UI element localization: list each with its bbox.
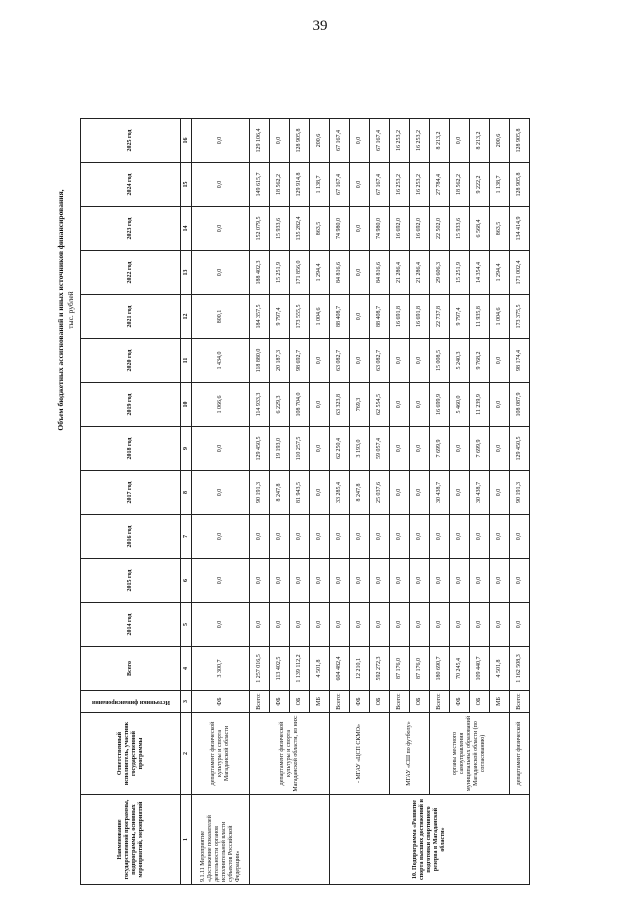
cell-value: 67 167,4 xyxy=(330,163,350,207)
cell-value: 0,0 xyxy=(270,559,290,603)
cell-value: 1 138,7 xyxy=(310,163,330,207)
cell-value: 110 257,5 xyxy=(290,427,310,471)
cell-value: 90 191,3 xyxy=(510,471,530,515)
cell-value: 74 980,0 xyxy=(330,207,350,251)
cell-value: 0,0 xyxy=(270,515,290,559)
row-source: ОБ xyxy=(290,691,310,713)
column-index: 4 xyxy=(181,647,192,691)
cell-value: 0,0 xyxy=(310,383,330,427)
cell-value: 0,0 xyxy=(390,515,410,559)
cell-value: 188 402,3 xyxy=(250,251,270,295)
row-source: ОБ xyxy=(370,691,390,713)
cell-value: 0,0 xyxy=(270,119,290,163)
header-executor: Ответственный исполнитель, участник государственной программы xyxy=(81,713,181,795)
cell-value: 0,0 xyxy=(510,603,530,647)
cell-value: 6 568,4 xyxy=(470,207,490,251)
cell-value: 63 323,8 xyxy=(330,383,350,427)
cell-value: 9 797,4 xyxy=(270,295,290,339)
header-year: 2015 год xyxy=(81,559,181,603)
cell-value: 63 082,7 xyxy=(330,339,350,383)
row-source: МБ xyxy=(490,691,510,713)
cell-value: 108 704,0 xyxy=(290,383,310,427)
cell-value: 0,0 xyxy=(192,515,250,559)
row-source: ФБ xyxy=(270,691,290,713)
header-year: 2016 год xyxy=(81,515,181,559)
cell-value: 0,0 xyxy=(510,559,530,603)
cell-value: 0,0 xyxy=(450,559,470,603)
cell-value: 8 213,2 xyxy=(430,119,450,163)
cell-value: 1 257 016,5 xyxy=(250,647,270,691)
cell-value: 200,6 xyxy=(490,119,510,163)
cell-value: 0,0 xyxy=(450,119,470,163)
rotated-page xyxy=(50,35,605,885)
cell-value: 171 002,4 xyxy=(510,251,530,295)
cell-value: 0,0 xyxy=(350,251,370,295)
column-index: 8 xyxy=(181,471,192,515)
cell-value: 0,0 xyxy=(192,603,250,647)
cell-value: 0,0 xyxy=(310,515,330,559)
cell-value: 0,0 xyxy=(330,603,350,647)
cell-value: 0,0 xyxy=(330,515,350,559)
cell-value: 0,0 xyxy=(350,119,370,163)
cell-value: 0,0 xyxy=(410,471,430,515)
cell-value: 863,5 xyxy=(310,207,330,251)
cell-value: 0,0 xyxy=(310,471,330,515)
cell-value: 0,0 xyxy=(192,207,250,251)
cell-value: 9 768,2 xyxy=(470,339,490,383)
cell-value: 11 239,9 xyxy=(470,383,490,427)
cell-value: 30 438,7 xyxy=(470,471,490,515)
cell-value: 1 004,6 xyxy=(310,295,330,339)
cell-value: 0,0 xyxy=(430,603,450,647)
cell-value: 1 004,6 xyxy=(490,295,510,339)
cell-value: 0,0 xyxy=(410,559,430,603)
cell-value: 129 450,5 xyxy=(250,427,270,471)
cell-value: 0,0 xyxy=(290,559,310,603)
cell-value: 0,0 xyxy=(350,207,370,251)
cell-value: 0,0 xyxy=(450,603,470,647)
cell-value: 128 905,8 xyxy=(510,119,530,163)
cell-value: 15 251,9 xyxy=(270,251,290,295)
header-year: 2024 год xyxy=(81,163,181,207)
cell-value: 1 434,0 xyxy=(192,339,250,383)
cell-value: 33 285,4 xyxy=(330,471,350,515)
row-executor: органы местного самоуправления муниципальных образований Магаданской области (по согласованию) xyxy=(430,713,510,795)
cell-value: 0,0 xyxy=(370,603,390,647)
cell-value: 0,0 xyxy=(192,559,250,603)
cell-value: 14 354,4 xyxy=(470,251,490,295)
cell-value: 0,0 xyxy=(450,515,470,559)
cell-value: 8 247,8 xyxy=(270,471,290,515)
cell-value: 16 699,9 xyxy=(430,383,450,427)
cell-value: 87 176,0 xyxy=(390,647,410,691)
cell-value: 15 008,5 xyxy=(430,339,450,383)
column-index: 15 xyxy=(181,163,192,207)
column-index: 10 xyxy=(181,383,192,427)
cell-value: 173 555,5 xyxy=(290,295,310,339)
column-index: 5 xyxy=(181,603,192,647)
cell-value: 0,0 xyxy=(510,515,530,559)
cell-value: 19 193,0 xyxy=(270,427,290,471)
cell-value: 152 079,5 xyxy=(250,207,270,251)
cell-value: 604 482,4 xyxy=(330,647,350,691)
cell-value: 1 162 508,3 xyxy=(510,647,530,691)
cell-value: 0,0 xyxy=(310,427,330,471)
cell-value: 98 692,7 xyxy=(290,339,310,383)
cell-value: 184 357,5 xyxy=(250,295,270,339)
cell-value: 5 240,3 xyxy=(450,339,470,383)
cell-value: 0,0 xyxy=(192,119,250,163)
column-index: 11 xyxy=(181,339,192,383)
cell-value: 22 737,8 xyxy=(430,295,450,339)
cell-value: 0,0 xyxy=(410,427,430,471)
cell-value: 9 797,4 xyxy=(450,295,470,339)
cell-value: 15 251,9 xyxy=(450,251,470,295)
cell-value: 30 438,7 xyxy=(430,471,450,515)
row-executor: департамент физической культуры и спорта Магаданской области, из них: xyxy=(250,713,330,795)
header-year: 2021 год xyxy=(81,295,181,339)
cell-value: 113 402,5 xyxy=(270,647,290,691)
table-row xyxy=(390,119,410,885)
caption-line-1: Объем бюджетных ассигнований и иных источников финансирования, xyxy=(56,189,65,431)
column-index: 7 xyxy=(181,515,192,559)
column-index: 2 xyxy=(181,713,192,795)
cell-value: 5 460,0 xyxy=(450,383,470,427)
cell-value: 149 615,7 xyxy=(250,163,270,207)
financing-table xyxy=(80,118,530,885)
cell-value: 128 905,8 xyxy=(290,119,310,163)
caption-line-2: тыс. рублей xyxy=(66,291,75,329)
cell-value: 0,0 xyxy=(450,427,470,471)
cell-value: 592 272,3 xyxy=(370,647,390,691)
header-year: 2014 год xyxy=(81,603,181,647)
cell-value: 0,0 xyxy=(470,603,490,647)
header-row xyxy=(81,119,181,885)
cell-value: 114 933,3 xyxy=(250,383,270,427)
cell-value: 12 210,1 xyxy=(350,647,370,691)
cell-value: 0,0 xyxy=(330,559,350,603)
cell-value: 81 943,5 xyxy=(290,471,310,515)
header-name: Наименование государственной программы, подпрограммы, основных мероприятий, мероприятий xyxy=(81,795,181,885)
cell-value: 0,0 xyxy=(390,559,410,603)
row-name xyxy=(250,795,330,885)
header-year: 2020 год xyxy=(81,339,181,383)
cell-value: 63 082,7 xyxy=(370,339,390,383)
cell-value: 0,0 xyxy=(350,295,370,339)
cell-value: 18 562,2 xyxy=(450,163,470,207)
cell-value: 4 501,8 xyxy=(310,647,330,691)
cell-value: 88 408,7 xyxy=(330,295,350,339)
cell-value: 129 106,4 xyxy=(250,119,270,163)
row-source: МБ xyxy=(310,691,330,713)
row-executor: департамент физической культуры и спорта Магаданской области xyxy=(192,713,250,795)
cell-value: 180 690,7 xyxy=(430,647,450,691)
cell-value: 0,0 xyxy=(490,383,510,427)
header-year: 2025 год xyxy=(81,119,181,163)
cell-value: 59 057,4 xyxy=(370,427,390,471)
cell-value: 0,0 xyxy=(250,559,270,603)
cell-value: 0,0 xyxy=(290,603,310,647)
cell-value: 0,0 xyxy=(270,603,290,647)
cell-value: 863,5 xyxy=(490,207,510,251)
cell-value: 16 253,2 xyxy=(390,119,410,163)
cell-value: 4 501,8 xyxy=(490,647,510,691)
cell-value: 67 167,4 xyxy=(370,119,390,163)
cell-value: 87 176,0 xyxy=(410,647,430,691)
cell-value: 67 167,4 xyxy=(370,163,390,207)
row-executor: МГАУ «СШ по футболу» xyxy=(390,713,430,795)
cell-value: 3 193,0 xyxy=(350,427,370,471)
cell-value: 0,0 xyxy=(310,603,330,647)
row-source: Всего: xyxy=(390,691,410,713)
cell-value: 108 087,9 xyxy=(510,383,530,427)
cell-value: 3 300,7 xyxy=(192,647,250,691)
cell-value: 0,0 xyxy=(390,471,410,515)
table-row xyxy=(430,119,450,885)
cell-value: 0,0 xyxy=(490,471,510,515)
cell-value: 0,0 xyxy=(250,603,270,647)
cell-value: 0,0 xyxy=(410,339,430,383)
cell-value: 16 253,2 xyxy=(410,119,430,163)
column-index-row xyxy=(181,119,192,885)
cell-value: 16 253,2 xyxy=(390,163,410,207)
cell-value: 16 691,8 xyxy=(390,295,410,339)
column-index: 14 xyxy=(181,207,192,251)
cell-value: 0,0 xyxy=(390,603,410,647)
row-source: Всего: xyxy=(250,691,270,713)
cell-value: 0,0 xyxy=(310,339,330,383)
cell-value: 0,0 xyxy=(390,383,410,427)
cell-value: 90 191,3 xyxy=(250,471,270,515)
page-number: 39 xyxy=(312,18,328,34)
cell-value: 769,3 xyxy=(350,383,370,427)
cell-value: 0,0 xyxy=(390,339,410,383)
cell-value: 109 440,7 xyxy=(470,647,490,691)
header-year: 2017 год xyxy=(81,471,181,515)
cell-value: 88 408,7 xyxy=(370,295,390,339)
cell-value: 7 699,9 xyxy=(470,427,490,471)
column-index: 16 xyxy=(181,119,192,163)
cell-value: 0,0 xyxy=(250,515,270,559)
cell-value: 16 692,0 xyxy=(390,207,410,251)
cell-value: 15 933,6 xyxy=(270,207,290,251)
cell-value: 84 816,6 xyxy=(370,251,390,295)
row-source: ОБ xyxy=(410,691,430,713)
cell-value: 8 213,2 xyxy=(470,119,490,163)
cell-value: 0,0 xyxy=(410,603,430,647)
cell-value: 0,0 xyxy=(290,515,310,559)
cell-value: 0,0 xyxy=(350,339,370,383)
cell-value: 20 187,3 xyxy=(270,339,290,383)
header-year: 2022 год xyxy=(81,251,181,295)
cell-value: 0,0 xyxy=(410,383,430,427)
cell-value: 0,0 xyxy=(192,427,250,471)
column-index: 6 xyxy=(181,559,192,603)
row-executor: департамент физической xyxy=(510,713,530,795)
cell-value: 0,0 xyxy=(310,559,330,603)
cell-value: 0,0 xyxy=(450,471,470,515)
column-index: 9 xyxy=(181,427,192,471)
row-source: Всего: xyxy=(510,691,530,713)
cell-value: 129 914,8 xyxy=(290,163,310,207)
cell-value: 0,0 xyxy=(490,559,510,603)
row-source: ФБ xyxy=(450,691,470,713)
cell-value: 16 253,2 xyxy=(410,163,430,207)
cell-value: 22 502,0 xyxy=(430,207,450,251)
cell-value: 16 691,8 xyxy=(410,295,430,339)
cell-value: 0,0 xyxy=(350,559,370,603)
header-year: 2023 год xyxy=(81,207,181,251)
cell-value: 74 980,0 xyxy=(370,207,390,251)
cell-value: 118 880,0 xyxy=(250,339,270,383)
cell-value: 7 699,9 xyxy=(430,427,450,471)
table-row xyxy=(250,119,270,885)
cell-value: 0,0 xyxy=(192,471,250,515)
header-total: Всего xyxy=(81,647,181,691)
cell-value: 0,0 xyxy=(350,163,370,207)
table-row xyxy=(192,119,250,885)
cell-value: 0,0 xyxy=(370,559,390,603)
cell-value: 0,0 xyxy=(192,251,250,295)
cell-value: 1 139 112,2 xyxy=(290,647,310,691)
cell-value: 98 174,4 xyxy=(510,339,530,383)
cell-value: 134 414,9 xyxy=(510,207,530,251)
cell-value: 135 282,4 xyxy=(290,207,310,251)
cell-value: 171 856,0 xyxy=(290,251,310,295)
cell-value: 15 933,6 xyxy=(450,207,470,251)
row-executor: - МГАУ «ЦСП СКМО» xyxy=(330,713,390,795)
header-source xyxy=(81,691,181,713)
cell-value: 29 606,3 xyxy=(430,251,450,295)
cell-value: 1 294,4 xyxy=(490,251,510,295)
cell-value: 18 562,2 xyxy=(270,163,290,207)
row-name: 10. Подпрограмма «Развитие спорта высших достижений и подготовки спортивного резерва в Магаданской области» xyxy=(330,795,530,885)
cell-value: 0,0 xyxy=(470,515,490,559)
cell-value: 21 286,4 xyxy=(390,251,410,295)
cell-value: 70 245,4 xyxy=(450,647,470,691)
header-year: 2018 год xyxy=(81,427,181,471)
cell-value: 0,0 xyxy=(410,515,430,559)
row-name: 9.1.11 Мероприятие «Достижение показателей деятельности органов исполнительной власти субъектов Российской Федерации» xyxy=(192,795,250,885)
cell-value: 1 066,6 xyxy=(192,383,250,427)
column-index: 13 xyxy=(181,251,192,295)
cell-value: 9 222,2 xyxy=(470,163,490,207)
column-index: 12 xyxy=(181,295,192,339)
header-year: 2019 год xyxy=(81,383,181,427)
row-source: Всего: xyxy=(430,691,450,713)
cell-value: 1 138,7 xyxy=(490,163,510,207)
cell-value: 1 294,4 xyxy=(310,251,330,295)
row-source: ФБ xyxy=(350,691,370,713)
cell-value: 0,0 xyxy=(490,603,510,647)
cell-value: 800,1 xyxy=(192,295,250,339)
cell-value: 6 229,3 xyxy=(270,383,290,427)
cell-value: 27 784,4 xyxy=(430,163,450,207)
cell-value: 0,0 xyxy=(390,427,410,471)
cell-value: 8 247,8 xyxy=(350,471,370,515)
cell-value: 25 037,6 xyxy=(370,471,390,515)
cell-value: 0,0 xyxy=(430,515,450,559)
cell-value: 84 816,6 xyxy=(330,251,350,295)
cell-value: 16 692,0 xyxy=(410,207,430,251)
cell-value: 0,0 xyxy=(192,163,250,207)
row-source: Всего: xyxy=(330,691,350,713)
cell-value: 173 375,5 xyxy=(510,295,530,339)
cell-value: 129 450,5 xyxy=(510,427,530,471)
cell-value: 0,0 xyxy=(370,515,390,559)
cell-value: 0,0 xyxy=(350,603,370,647)
cell-value: 62 250,4 xyxy=(330,427,350,471)
cell-value: 0,0 xyxy=(490,515,510,559)
cell-value: 62 554,5 xyxy=(370,383,390,427)
row-source: ОБ xyxy=(470,691,490,713)
table-row xyxy=(510,119,530,885)
cell-value: 67 167,4 xyxy=(330,119,350,163)
row-source: ФБ xyxy=(192,691,250,713)
cell-value: 128 905,8 xyxy=(510,163,530,207)
header-source-text: Источники финансирования xyxy=(91,699,170,705)
cell-value: 200,6 xyxy=(310,119,330,163)
table-row xyxy=(330,119,350,885)
cell-value: 0,0 xyxy=(350,515,370,559)
cell-value: 0,0 xyxy=(430,559,450,603)
cell-value: 0,0 xyxy=(490,427,510,471)
column-index: 3 xyxy=(181,691,192,713)
column-index: 1 xyxy=(181,795,192,885)
cell-value: 21 286,4 xyxy=(410,251,430,295)
cell-value: 11 935,8 xyxy=(470,295,490,339)
cell-value: 0,0 xyxy=(470,559,490,603)
cell-value: 0,0 xyxy=(490,339,510,383)
